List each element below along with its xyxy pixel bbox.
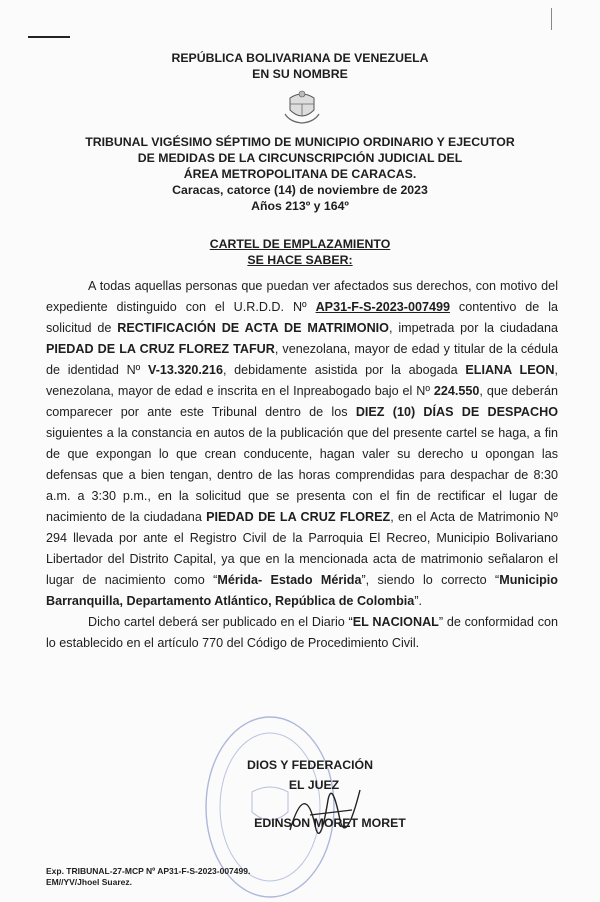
footer-case-ref: Exp. TRIBUNAL-27-MCP Nº AP31-F-S-2023-007499. xyxy=(46,866,251,876)
wrong-birthplace: Mérida- Estado Mérida xyxy=(217,573,362,587)
court-heading xyxy=(0,134,600,214)
edge-mark xyxy=(551,8,552,30)
document-footer xyxy=(46,866,250,888)
case-number: AP31-F-S-2023-007499 xyxy=(315,300,450,314)
inpreabogado-number: 224.550 xyxy=(433,384,480,398)
court-line: ÁREA METROPOLITANA DE CARACAS. xyxy=(183,167,417,181)
court-line: TRIBUNAL VIGÉSIMO SÉPTIMO DE MUNICIPIO ORDINARIO Y EJECUTOR xyxy=(85,135,515,149)
court-line: DE MEDIDAS DE LA CIRCUNSCRIPCIÓN JUDICIAL DEL xyxy=(137,151,463,165)
signature-role: EL JUEZ xyxy=(288,778,340,792)
deadline-days: DIEZ (10) DÍAS DE DESPACHO xyxy=(355,405,559,419)
header-in-name: EN SU NOMBRE xyxy=(252,67,348,81)
title-line: CARTEL DE EMPLAZAMIENTO xyxy=(209,237,391,251)
applicant-short-name: PIEDAD DE LA CRUZ FLOREZ xyxy=(206,510,391,524)
header-republic: REPÚBLICA BOLIVARIANA DE VENEZUELA xyxy=(171,51,429,65)
date-line: Caracas, catorce (14) de noviembre de 2023 xyxy=(172,183,428,197)
id-number: V-13.320.216 xyxy=(148,363,223,377)
body-paragraph: A todas aquellas personas que puedan ver afectados sus derechos, con motivo del expediente distinguido con el U.R.D.D. Nº AP31-F-S-2023-007499 contentivo de la solicitud de RECTIFICACIÓN DE ACTA DE MATRIMONIO, impetrada por la ciudadana PIEDAD DE LA CRUZ FLOREZ TAFUR, venezolana, mayor de edad y titular de la cédula de identidad Nº V-13.320.216, debidamente asistida por la abogada ELIANA LEON, venezolana, mayor de edad e inscrita en el Inpreabogado bajo el Nº 224.550, que deberán comparecer por ante este Tribunal dentro de los DIEZ (10) DÍAS DE DESPACHO siguientes a la constancia en autos de la publicación que del presente cartel se haga, a fin de que expongan lo que crean conducente, hagan valer su derecho u opongan las defensas que a bien tengan, dentro de las horas comprendidas para despachar de 8:30 a.m. a 3:30 p.m., en la solicitud que se presenta con el fin de rectificar el lugar de nacimiento de la ciudadana PIEDAD DE LA CRUZ FLOREZ, en el Acta de Matrimonio Nº 294 llevada por ante el Registro Civil de la Parroquia El Recreo, Municipio Bolivariano Libertador del Distrito Capital, ya que en la mencionada acta de matrimonio señalaron el lugar de nacimiento como “Mérida- Estado Mérida”, siendo lo correcto “Municipio Barranquilla, Departamento Atlántico, República de Colombia”. xyxy=(46,279,559,608)
applicant-name: PIEDAD DE LA CRUZ FLOREZ TAFUR xyxy=(46,342,275,356)
publication-paragraph: Dicho cartel deberá ser publicado en el Diario “EL NACIONAL” de conformidad con lo establecido en el artículo 770 del Código de Procedimiento Civil. xyxy=(46,615,559,650)
footer-initials: EM//YV/Jhoel Suarez. xyxy=(46,877,132,887)
signature-motto: DIOS Y FEDERACIÓN xyxy=(247,758,373,772)
newspaper-name: EL NACIONAL xyxy=(352,615,439,629)
coat-of-arms-icon xyxy=(282,88,322,126)
document-body xyxy=(46,276,558,654)
request-type: RECTIFICACIÓN DE ACTA DE MATRIMONIO xyxy=(117,321,389,335)
document-header xyxy=(0,50,600,82)
lawyer-name: ELIANA LEON xyxy=(465,363,555,377)
corner-mark xyxy=(28,36,70,38)
judge-name: EDINSON MORET MORET xyxy=(254,816,406,830)
years-line: Años 213º y 164º xyxy=(251,199,349,213)
document-title xyxy=(0,236,600,268)
correct-birthplace: Municipio Barranquilla, Departamento Atlántico, República de Colombia xyxy=(46,573,558,608)
subtitle-line: SE HACE SABER: xyxy=(247,253,353,267)
